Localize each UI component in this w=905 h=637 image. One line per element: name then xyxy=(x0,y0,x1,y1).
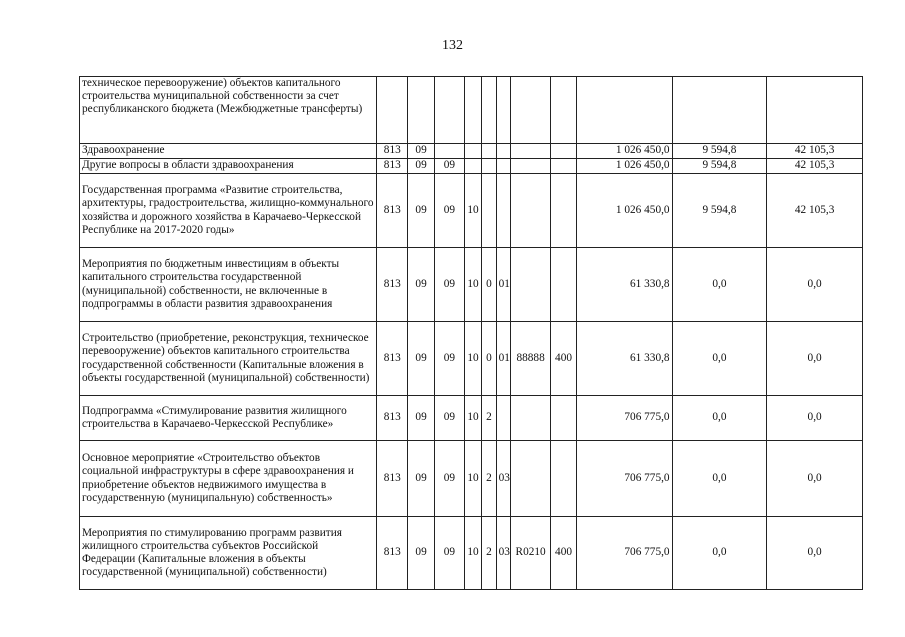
cell-rz xyxy=(408,77,435,144)
cell-s3: 0,0 xyxy=(767,441,863,517)
cell-c2: 0 xyxy=(482,322,496,396)
cell-rz: 09 xyxy=(408,517,435,590)
cell-s1: 706 775,0 xyxy=(576,396,672,441)
cell-c2: 2 xyxy=(482,396,496,441)
cell-c4 xyxy=(511,159,551,174)
cell-pr: 09 xyxy=(434,159,464,174)
cell-ved: 813 xyxy=(377,144,408,159)
table-row xyxy=(80,441,863,517)
cell-c2: 2 xyxy=(482,517,496,590)
cell-c2 xyxy=(482,144,496,159)
cell-c2 xyxy=(482,159,496,174)
cell-s1: 61 330,8 xyxy=(576,248,672,322)
cell-pr xyxy=(434,77,464,144)
cell-pr: 09 xyxy=(434,174,464,248)
cell-rz: 09 xyxy=(408,248,435,322)
cell-name: Здравоохранение xyxy=(80,144,377,159)
cell-s1: 61 330,8 xyxy=(576,322,672,396)
cell-c3 xyxy=(496,144,510,159)
cell-c2 xyxy=(482,174,496,248)
table-row xyxy=(80,322,863,396)
table-row xyxy=(80,159,863,174)
cell-pr: 09 xyxy=(434,322,464,396)
cell-s3: 42 105,3 xyxy=(767,144,863,159)
table-row xyxy=(80,248,863,322)
cell-ved: 813 xyxy=(377,396,408,441)
cell-vr xyxy=(551,248,577,322)
cell-s2: 0,0 xyxy=(672,322,767,396)
cell-c4 xyxy=(511,144,551,159)
cell-s1: 706 775,0 xyxy=(576,517,672,590)
table-row xyxy=(80,396,863,441)
cell-s2: 0,0 xyxy=(672,396,767,441)
cell-c2: 0 xyxy=(482,248,496,322)
cell-rz: 09 xyxy=(408,159,435,174)
cell-c3: 03 xyxy=(496,441,510,517)
cell-c1: 10 xyxy=(464,517,481,590)
cell-s1: 1 026 450,0 xyxy=(576,144,672,159)
cell-c4 xyxy=(511,248,551,322)
cell-rz: 09 xyxy=(408,174,435,248)
cell-s2: 0,0 xyxy=(672,441,767,517)
cell-c1: 10 xyxy=(464,248,481,322)
cell-c3: 01 xyxy=(496,248,510,322)
cell-s1: 706 775,0 xyxy=(576,441,672,517)
cell-s1: 1 026 450,0 xyxy=(576,174,672,248)
cell-ved xyxy=(377,77,408,144)
cell-s3: 0,0 xyxy=(767,322,863,396)
cell-c1 xyxy=(464,159,481,174)
cell-vr xyxy=(551,396,577,441)
cell-name: Государственная программа «Развитие строительства, архитектуры, градостроительства, жилищно-коммунального хозяйства и дорожного хозяйства в Карачаево-Черкесской Республике на 2017-2020 годы» xyxy=(80,174,377,248)
cell-name: Мероприятия по бюджетным инвестициям в объекты капитального строительства государственной (муниципальной) собственности, не включенные в подпрограммы в области развития здравоохранения xyxy=(80,248,377,322)
cell-c3 xyxy=(496,159,510,174)
cell-s3: 42 105,3 xyxy=(767,174,863,248)
cell-name: Подпрограмма «Стимулирование развития жилищного строительства в Карачаево-Черкесской Республике» xyxy=(80,396,377,441)
cell-s2: 0,0 xyxy=(672,248,767,322)
cell-c1: 10 xyxy=(464,322,481,396)
cell-s3: 0,0 xyxy=(767,517,863,590)
cell-s3 xyxy=(767,77,863,144)
table-row xyxy=(80,517,863,590)
table-row xyxy=(80,174,863,248)
budget-table xyxy=(79,76,863,590)
cell-name: Мероприятия по стимулированию программ развития жилищного строительства субъектов Российской Федерации (Капитальные вложения в объекты государственной (муниципальной) собственности) xyxy=(80,517,377,590)
cell-c3 xyxy=(496,396,510,441)
cell-c4 xyxy=(511,174,551,248)
cell-ved: 813 xyxy=(377,174,408,248)
cell-vr xyxy=(551,174,577,248)
cell-s2: 9 594,8 xyxy=(672,159,767,174)
cell-name: Основное мероприятие «Строительство объектов социальной инфраструктуры в сфере здравоохранения и приобретение объектов недвижимого имущества в государственную (муниципальную) собственность» xyxy=(80,441,377,517)
cell-pr: 09 xyxy=(434,517,464,590)
cell-c2: 2 xyxy=(482,441,496,517)
cell-ved: 813 xyxy=(377,441,408,517)
cell-vr: 400 xyxy=(551,322,577,396)
cell-pr: 09 xyxy=(434,396,464,441)
cell-rz: 09 xyxy=(408,144,435,159)
cell-s3: 0,0 xyxy=(767,248,863,322)
cell-s1: 1 026 450,0 xyxy=(576,159,672,174)
cell-c2 xyxy=(482,77,496,144)
cell-s2: 9 594,8 xyxy=(672,174,767,248)
cell-c1 xyxy=(464,144,481,159)
cell-c3 xyxy=(496,174,510,248)
cell-ved: 813 xyxy=(377,517,408,590)
cell-pr: 09 xyxy=(434,441,464,517)
table-row xyxy=(80,144,863,159)
cell-s3: 42 105,3 xyxy=(767,159,863,174)
cell-name: Строительство (приобретение, реконструкция, техническое перевооружение) объектов капитального строительства государственной собственности (Капитальные вложения в объекты государственной (муниципальной) собственности) xyxy=(80,322,377,396)
cell-s1 xyxy=(576,77,672,144)
cell-vr xyxy=(551,159,577,174)
cell-c4 xyxy=(511,441,551,517)
cell-c4: 88888 xyxy=(511,322,551,396)
cell-s2: 0,0 xyxy=(672,517,767,590)
cell-c4: R0210 xyxy=(511,517,551,590)
cell-pr xyxy=(434,144,464,159)
cell-c1 xyxy=(464,77,481,144)
cell-ved: 813 xyxy=(377,248,408,322)
cell-vr xyxy=(551,144,577,159)
cell-rz: 09 xyxy=(408,441,435,517)
cell-vr xyxy=(551,77,577,144)
cell-s2 xyxy=(672,77,767,144)
cell-name: Другие вопросы в области здравоохранения xyxy=(80,159,377,174)
cell-vr xyxy=(551,441,577,517)
cell-c1: 10 xyxy=(464,174,481,248)
cell-s2: 9 594,8 xyxy=(672,144,767,159)
cell-c1: 10 xyxy=(464,396,481,441)
cell-name: техническое перевооружение) объектов капитального строительства муниципальной собственности за счет республиканского бюджета (Межбюджетные трансферты) xyxy=(80,77,377,144)
cell-rz: 09 xyxy=(408,396,435,441)
cell-ved: 813 xyxy=(377,159,408,174)
cell-pr: 09 xyxy=(434,248,464,322)
page-number: 132 xyxy=(442,38,463,53)
cell-c4 xyxy=(511,77,551,144)
table-row xyxy=(80,77,863,144)
cell-c4 xyxy=(511,396,551,441)
cell-c3 xyxy=(496,77,510,144)
cell-c3: 03 xyxy=(496,517,510,590)
cell-c1: 10 xyxy=(464,441,481,517)
cell-s3: 0,0 xyxy=(767,396,863,441)
cell-vr: 400 xyxy=(551,517,577,590)
cell-ved: 813 xyxy=(377,322,408,396)
cell-c3: 01 xyxy=(496,322,510,396)
cell-rz: 09 xyxy=(408,322,435,396)
